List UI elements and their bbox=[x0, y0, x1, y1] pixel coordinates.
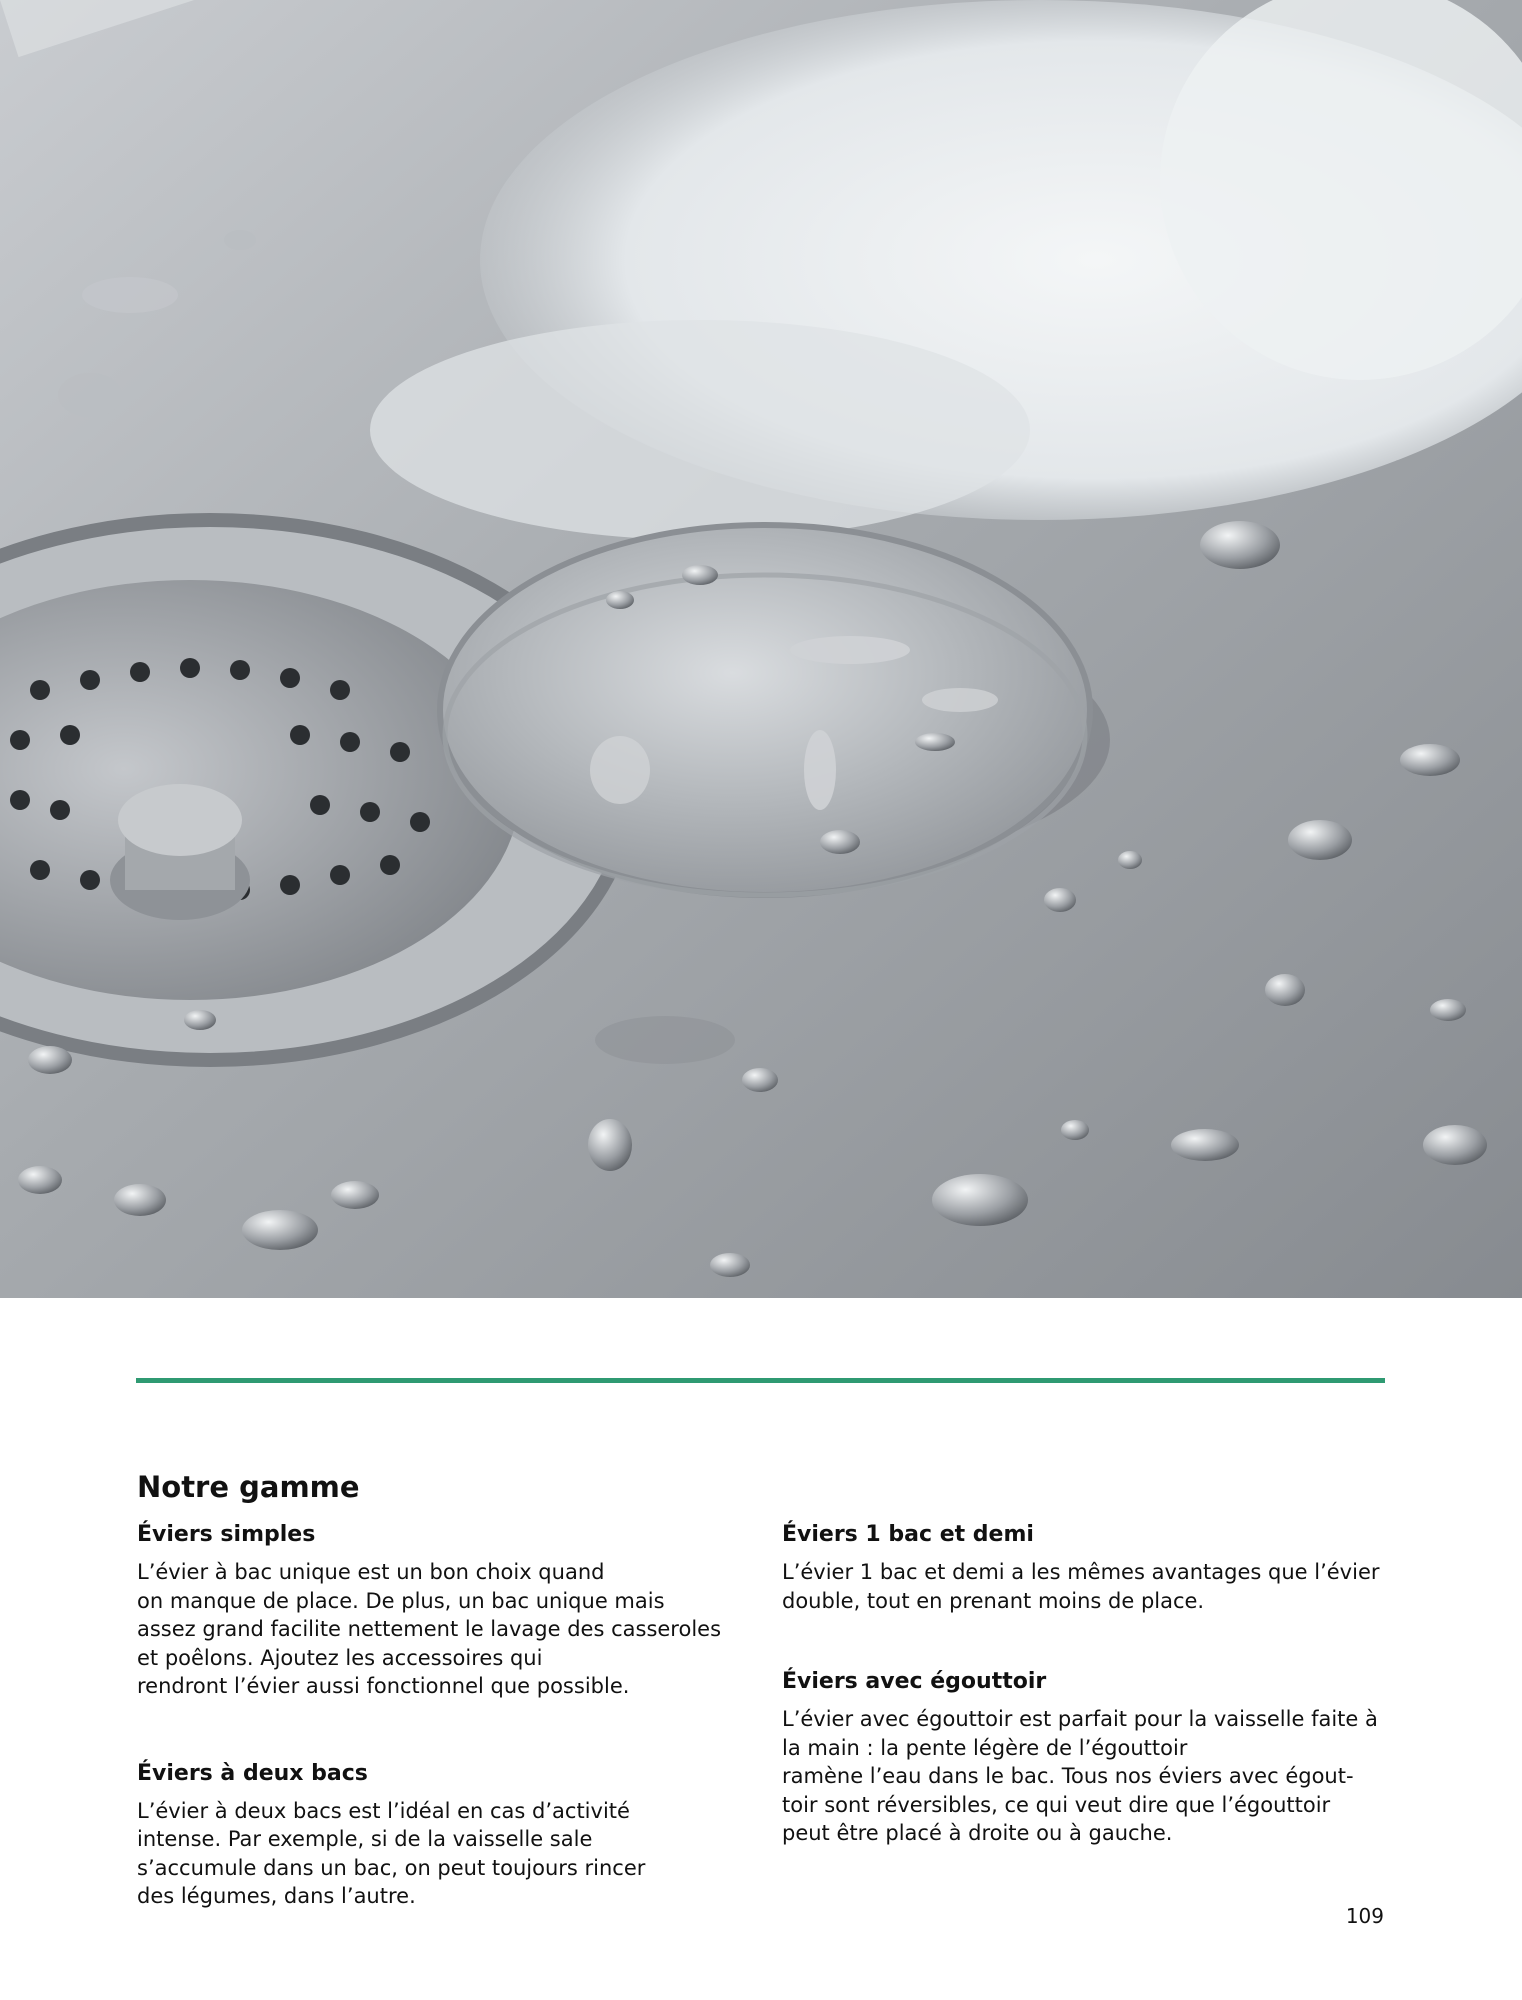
section-body bbox=[782, 1705, 1382, 1848]
body-line: on manque de place. De plus, un bac unique mais bbox=[137, 1588, 665, 1613]
drain-knob-top bbox=[118, 784, 242, 856]
body-line: double, tout en prenant moins de place. bbox=[782, 1588, 1205, 1613]
body-line: ramène l’eau dans le bac. Tous nos éviers avec égout- bbox=[782, 1764, 1354, 1788]
body-line: toir sont réversibles, ce qui veut dire que l’égouttoir bbox=[782, 1792, 1331, 1817]
section-title: Éviers simples bbox=[137, 1522, 316, 1547]
body-line: la main : la pente légère de l’égouttoir bbox=[782, 1735, 1188, 1760]
section-double-bowl bbox=[137, 1759, 737, 1911]
drain-cap-disc bbox=[440, 525, 1090, 895]
body-line: s’accumule dans un bac, on peut toujours rincer bbox=[137, 1855, 646, 1880]
body-line: rendront l’évier aussi fonctionnel que possible. bbox=[137, 1674, 630, 1698]
section-title: Éviers 1 bac et demi bbox=[782, 1522, 1034, 1547]
section-divider-line bbox=[136, 1378, 1385, 1383]
body-line: assez grand facilite nettement le lavage des casseroles bbox=[137, 1617, 722, 1641]
section-single-bowl bbox=[137, 1520, 737, 1701]
right-column bbox=[782, 1468, 1382, 1848]
section-body bbox=[137, 1797, 737, 1911]
body-line: L’évier à bac unique est un bon choix quand bbox=[137, 1560, 605, 1584]
section-title: Éviers à deux bacs bbox=[137, 1760, 368, 1786]
foam-cloud-lower bbox=[370, 320, 1030, 540]
section-body bbox=[137, 1558, 737, 1701]
section-title: Éviers avec égouttoir bbox=[782, 1669, 1047, 1694]
left-column bbox=[137, 1468, 737, 1911]
body-line: et poêlons. Ajoutez les accessoires qui bbox=[137, 1645, 543, 1670]
body-line: des légumes, dans l’autre. bbox=[137, 1884, 416, 1908]
body-line: peut être placé à droite ou à gauche. bbox=[782, 1821, 1173, 1845]
page-number: 109 bbox=[1345, 1904, 1384, 1928]
section-divider bbox=[136, 1378, 1385, 1383]
section-body bbox=[782, 1558, 1382, 1615]
section-with-drainer bbox=[782, 1667, 1382, 1848]
section-one-and-half-bowl bbox=[782, 1520, 1382, 1615]
body-line: L’évier 1 bac et demi a les mêmes avantages que l’évier bbox=[782, 1560, 1380, 1584]
page-heading: Notre gamme bbox=[137, 1470, 360, 1504]
body-line: intense. Par exemple, si de la vaisselle sale bbox=[137, 1827, 593, 1851]
body-line: L’évier avec égouttoir est parfait pour la vaisselle faite à bbox=[782, 1707, 1378, 1731]
body-line: L’évier à deux bacs est l’idéal en cas d’activité bbox=[137, 1798, 630, 1823]
